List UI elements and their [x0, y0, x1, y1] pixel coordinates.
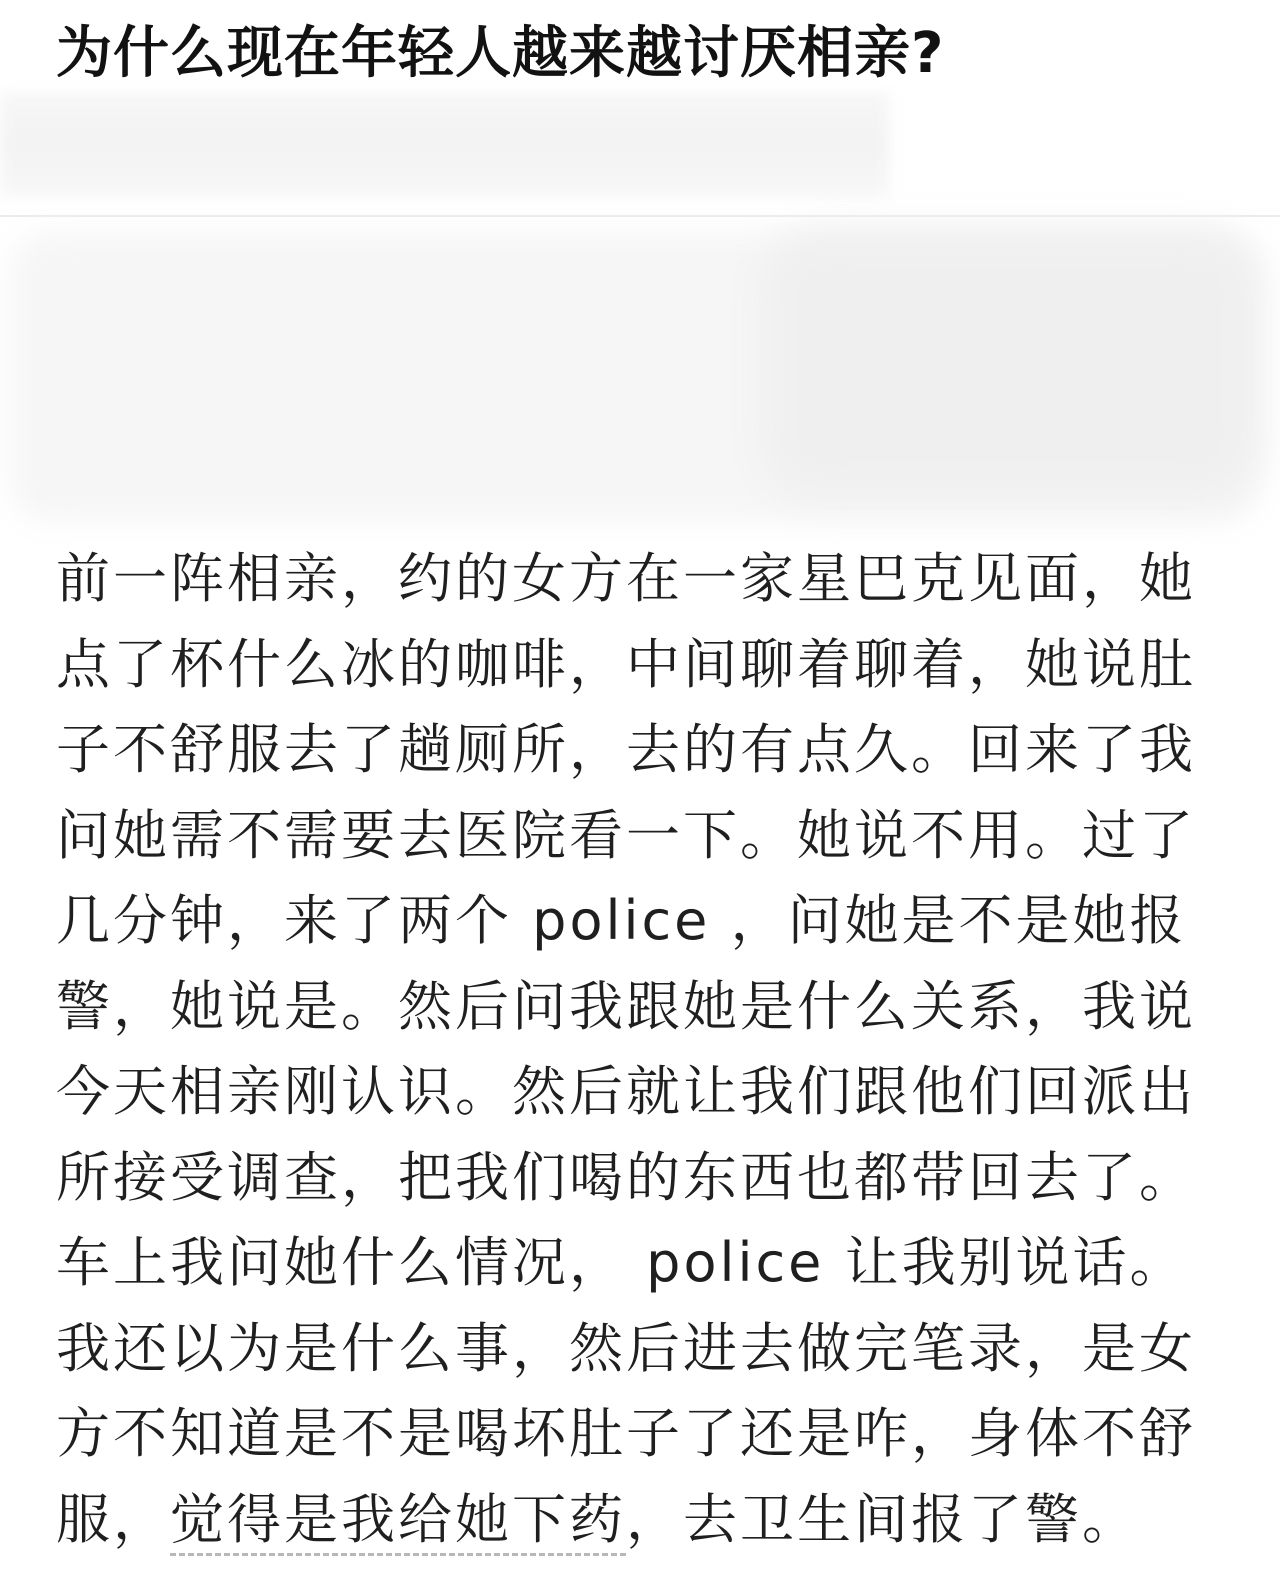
answer-line: 子不舒服去了趟厕所，去的有点久。回来了我: [56, 718, 1196, 781]
answer-line: 方不知道是不是喝坏肚子了还是咋，身体不舒: [56, 1402, 1196, 1465]
answer-last-line-suffix: ，去卫生间报了警。: [626, 1487, 1139, 1551]
answer-line: 前一阵相亲，约的女方在一家星巴克见面，她: [56, 547, 1196, 610]
answer-line: 点了杯什么冰的咖啡，中间聊着聊着，她说肚: [56, 632, 1196, 696]
answer-line: 几分钟，来了两个 police ，问她是不是她报: [56, 889, 1187, 952]
answer-line: 问她需不需要去医院看一下。她说不用。过了: [56, 803, 1196, 867]
blurred-question-detail: [0, 92, 890, 198]
answer-line: 所接受调查，把我们喝的东西也都带回去了。: [56, 1145, 1196, 1209]
question-title: 为什么现在年轻人越来越讨厌相亲?: [56, 21, 945, 86]
answer-line: 我还以为是什么事，然后进去做完笔录，是女: [56, 1316, 1196, 1380]
answer-line: 警，她说是。然后问我跟她是什么关系，我说: [56, 974, 1196, 1038]
answer-last-line: [56, 1477, 1206, 1563]
answer-body: [56, 536, 1206, 1562]
answer-last-line-prefix: 服，: [56, 1487, 170, 1551]
answer-line: 今天相亲刚认识。然后就让我们跟他们回派出: [56, 1060, 1196, 1123]
search-keyword-link[interactable]: 觉得是我给她下药: [170, 1488, 626, 1556]
divider: [0, 215, 1280, 217]
answer-line: 车上我问她什么情况， police 让我别说话。: [56, 1231, 1187, 1294]
blurred-author-area-right: [760, 230, 1260, 500]
